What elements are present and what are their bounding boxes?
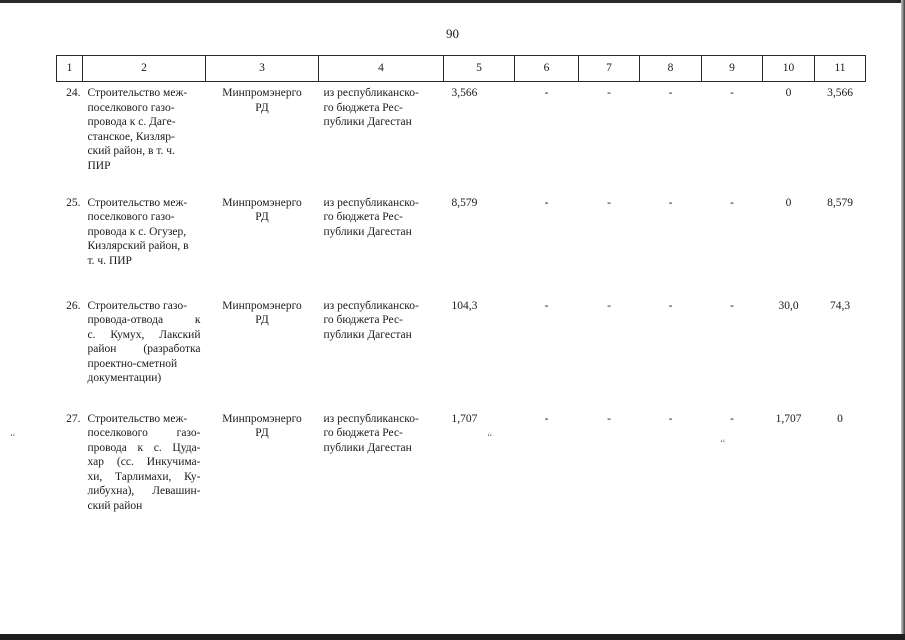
header-cell-9: 9	[702, 56, 763, 82]
scan-speck: ‘‘	[720, 438, 726, 448]
executor-line: РД	[255, 211, 269, 223]
executor-line: Минпромэнерго	[222, 412, 302, 425]
project-name-line: поселкового газо-	[87, 211, 175, 223]
value-col-6: -	[544, 87, 549, 99]
value-col-7: -	[607, 412, 611, 425]
total-value: 3,566	[451, 87, 478, 99]
project-name-line: ПИР	[87, 159, 111, 172]
project-name-line: либухна), Левашин-	[87, 485, 201, 497]
executor	[206, 408, 319, 523]
funding-source-line: публики Дагестан	[323, 441, 412, 454]
funding-source	[319, 295, 444, 408]
funding-source-line: публики Дагестан	[323, 225, 412, 238]
project-name-line: проектно-сметной	[87, 357, 178, 370]
executor-line: Минпромэнерго	[222, 299, 302, 312]
project-name-line: станское, Кизляр-	[87, 130, 175, 143]
funding-source-line: из республиканско-	[323, 87, 419, 99]
funding-source-line: публики Дагестан	[323, 116, 412, 128]
value-col-7: -	[607, 196, 611, 209]
project-name	[83, 408, 206, 523]
project-name-line: ский район, в т. ч.	[87, 145, 175, 157]
total-value: 104,3	[451, 299, 478, 312]
project-name-line: хи, Тарлимахи, Ку-	[87, 470, 201, 483]
scan-speck: ‘‘	[487, 432, 493, 442]
value-col-11: 74,3	[829, 299, 851, 312]
value-col-6: -	[544, 196, 549, 209]
header-cell-6: 6	[515, 56, 579, 82]
funding-source-line: из республиканско-	[323, 412, 419, 425]
project-name-line: ский район	[87, 499, 143, 512]
value-col-11: 0	[837, 412, 843, 425]
page-number: 90	[446, 26, 459, 41]
project-name-line: поселкового газо-	[87, 427, 201, 439]
project-name-line: поселкового газо-	[87, 101, 175, 114]
value-col-10: 0	[785, 87, 792, 99]
executor-line: Минпромэнерго	[222, 87, 302, 99]
funding-source-line: го бюджета Рес-	[323, 101, 403, 114]
project-name-line: документации)	[87, 372, 162, 384]
funding-source-line: публики Дагестан	[323, 328, 412, 341]
header-cell-8: 8	[640, 56, 702, 82]
executor	[206, 295, 319, 408]
value-col-7: -	[607, 87, 611, 99]
scan-edge-top	[0, 0, 905, 3]
project-name	[83, 82, 206, 192]
project-name	[83, 295, 206, 408]
project-name-line: провода к с. Цуда-	[87, 441, 201, 454]
row-number: 26.	[66, 299, 81, 312]
value-col-9: -	[730, 87, 734, 99]
executor	[206, 192, 319, 295]
executor-line: Минпромэнерго	[222, 196, 302, 209]
project-name-line: с. Кумух, Лакский	[87, 328, 201, 341]
project-name-line: провода к с. Огузер,	[87, 225, 187, 238]
total-value: 1,707	[451, 412, 478, 425]
project-name-line: Строительство газо-	[87, 299, 187, 312]
value-col-11: 3,566	[827, 87, 853, 99]
total-value: 8,579	[451, 196, 478, 209]
project-name-line: хар (сс. Инкучима-	[87, 456, 201, 468]
funding-source-line: го бюджета Рес-	[323, 427, 403, 439]
value-col-8: -	[668, 299, 673, 312]
table-row	[57, 408, 866, 523]
funding-source-line: го бюджета Рес-	[323, 211, 403, 223]
project-name-line: провода-отвода к	[87, 314, 201, 326]
table-row	[57, 192, 866, 295]
funding-source-line: го бюджета Рес-	[323, 314, 403, 326]
value-col-7: -	[607, 299, 611, 312]
executor-line: РД	[255, 314, 269, 326]
scan-edge-right	[901, 0, 905, 640]
executor-line: РД	[255, 427, 269, 439]
scan-speck: ‘‘	[10, 432, 16, 442]
executor	[206, 82, 319, 192]
project-name-line: Кизлярский район, в	[87, 240, 189, 252]
row-number: 27.	[66, 412, 81, 425]
header-cell-3: 3	[206, 56, 319, 82]
header-cell-5: 5	[444, 56, 515, 82]
funding-source	[319, 408, 444, 523]
funding-source-line: из республиканско-	[323, 196, 419, 209]
project-name-line: Строительство меж-	[87, 196, 188, 209]
value-col-6: -	[544, 299, 549, 312]
funding-source	[319, 82, 444, 192]
executor-line: РД	[255, 101, 269, 114]
project-name-line: т. ч. ПИР	[87, 254, 132, 267]
project-name-line: провода к с. Даге-	[87, 116, 176, 128]
project-name	[83, 192, 206, 295]
project-name-line: Строительство меж-	[87, 87, 188, 99]
value-col-10: 0	[785, 196, 792, 209]
project-name-line: район (разработка	[87, 343, 201, 355]
value-col-11: 8,579	[827, 196, 853, 209]
value-col-9: -	[730, 412, 734, 425]
funding-source	[319, 192, 444, 295]
value-col-10: 30,0	[778, 299, 799, 312]
budget-table	[56, 55, 866, 523]
project-name-line: Строительство меж-	[87, 412, 188, 425]
scan-edge-bottom	[0, 634, 905, 640]
value-col-6: -	[544, 412, 549, 425]
value-col-9: -	[730, 299, 734, 312]
value-col-8: -	[668, 196, 673, 209]
header-row	[57, 56, 866, 82]
value-col-8: -	[668, 87, 673, 99]
value-col-8: -	[668, 412, 673, 425]
header-cell-1: 1	[57, 56, 83, 82]
header-cell-11: 11	[815, 56, 866, 82]
table-row	[57, 295, 866, 408]
table-row	[57, 82, 866, 192]
header-cell-7: 7	[579, 56, 640, 82]
row-number: 25.	[66, 196, 81, 209]
header-cell-2: 2	[83, 56, 206, 82]
row-number: 24.	[66, 87, 81, 99]
header-cell-10: 10	[763, 56, 815, 82]
header-cell-4: 4	[319, 56, 444, 82]
funding-source-line: из республиканско-	[323, 299, 419, 312]
value-col-9: -	[730, 196, 734, 209]
value-col-10: 1,707	[775, 412, 802, 425]
